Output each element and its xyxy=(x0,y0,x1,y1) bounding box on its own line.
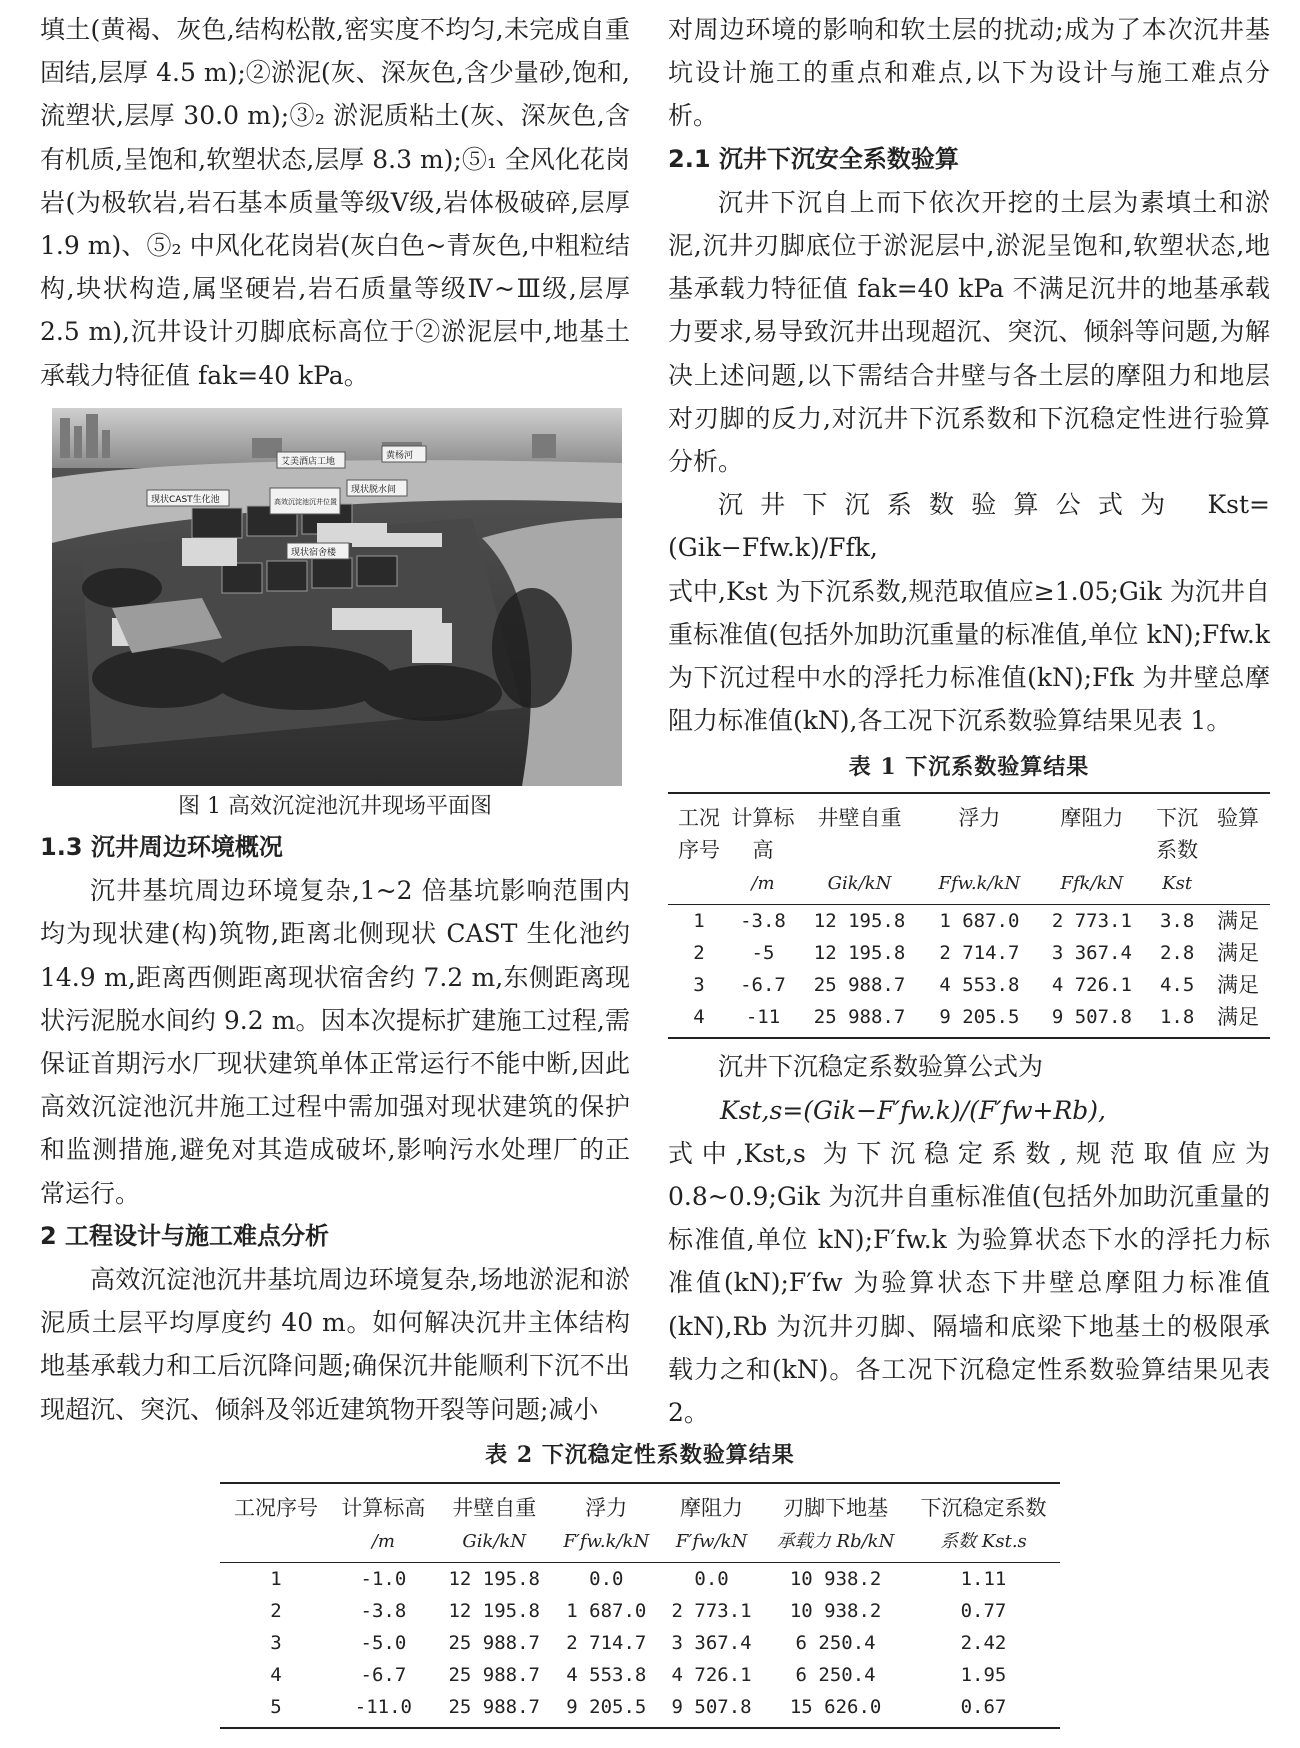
body-paragraph: 式中,Kst,s 为下沉稳定系数,规范取值应为 0.8~0.9;Gik 为沉井自重标准值(包括外加助沉重量的标准值,单位 kN);F′fw.k 为验算状态下水的浮托力标准值(kN);F′fw 为验算状态下井壁总摩阻力标准值(kN),Rb 为沉井刃脚、隔墙和底梁下地基土的极限承载力之和(kN)。各工况下沉稳定性系数验算结果见表 2。 xyxy=(668,1138,1270,1428)
table-row xyxy=(220,1659,1060,1691)
left-column xyxy=(40,8,630,397)
aerial-photo-drawing xyxy=(52,408,622,786)
table-cell: 25 988.7 xyxy=(448,1632,540,1654)
table-cell: 1 687.0 xyxy=(939,910,1020,933)
table1-block xyxy=(668,752,1270,1039)
body-paragraph: 沉井下沉稳定系数验算公式为 xyxy=(718,1052,1044,1082)
table-unit xyxy=(220,1525,332,1563)
table-cell: -11 xyxy=(730,1001,796,1038)
table-cell: 9 507.8 xyxy=(659,1691,764,1728)
table-cell: 3 xyxy=(693,974,705,997)
table-row xyxy=(668,1001,1270,1038)
table-cell: -6.7 xyxy=(360,1664,407,1686)
left-column-lower xyxy=(40,826,630,1431)
figure-label: 高效沉淀池沉井位置 xyxy=(274,498,337,506)
table-cell: 2 714.7 xyxy=(939,942,1020,965)
table-cell: 4 xyxy=(668,1001,730,1038)
table-cell: 3.8 xyxy=(1159,910,1195,933)
right-column xyxy=(668,8,1270,1434)
table-cell: 5 xyxy=(220,1691,332,1728)
table-cell: 3 xyxy=(270,1632,282,1654)
table-cell: 12 195.8 xyxy=(813,942,906,965)
site-aerial-photo xyxy=(52,408,622,786)
table-cell: 0.77 xyxy=(960,1600,1007,1622)
table-cell: 6 250.4 xyxy=(795,1664,876,1686)
figure-caption: 图 1 高效沉淀池沉井现场平面图 xyxy=(178,794,492,819)
table-cell: 12 195.8 xyxy=(813,910,906,933)
table-cell: 满足 xyxy=(1217,909,1260,934)
table-cell: 4 726.1 xyxy=(1051,974,1132,997)
table-unit: F′fw.k/kN xyxy=(554,1525,659,1563)
data-table xyxy=(668,792,1270,1039)
table-unit: Ffw.k/kN xyxy=(923,867,1036,905)
body-paragraph: 式中,Kst 为下沉系数,规范取值应≥1.05;Gik 为沉井自重标准值(包括外加助沉重量的标准值,单位 kN);Ffw.k 为下沉过程中水的浮托力标准值(kN);Ffk 为井壁总摩阻力标准值(kN),各工况下沉系数验算结果见表 1。 xyxy=(668,576,1270,736)
table-cell: 1 xyxy=(693,910,705,933)
table-header: 浮力 xyxy=(923,793,1036,867)
table-header: 验算 xyxy=(1206,793,1270,867)
table-cell: 满足 xyxy=(1206,1001,1270,1038)
table-row xyxy=(220,1595,1060,1627)
table-unit xyxy=(668,867,730,905)
formula-paragraph: 沉井下沉系数验算公式为 Kst=(Gik−Ffw.k)/Ffk, xyxy=(668,490,1270,563)
table-unit: /m xyxy=(730,867,796,905)
table-cell: 25 988.7 xyxy=(813,974,906,997)
table-unit: Gik/kN xyxy=(435,1525,554,1563)
table-row xyxy=(668,937,1270,969)
table-cell: 12 195.8 xyxy=(448,1568,540,1590)
figure-label: 现状CAST生化池 xyxy=(151,495,220,505)
table-cell: 1 687.0 xyxy=(566,1600,647,1622)
table-cell: 4.5 xyxy=(1159,974,1195,997)
table-title: 表 1 下沉系数验算结果 xyxy=(848,754,1090,781)
table-cell: 2 773.1 xyxy=(1051,910,1132,933)
table-header: 井壁自重 xyxy=(435,1483,554,1525)
figure-label: 艾美酒店工地 xyxy=(281,457,336,467)
table-cell: 25 988.7 xyxy=(796,1001,923,1038)
table-unit: 系数 Kst.s xyxy=(907,1525,1060,1563)
body-paragraph: 高效沉淀池沉井基坑周边环境复杂,场地淤泥和淤泥质土层平均厚度约 40 m。如何解决沉井主体结构地基承载力和工后沉降问题;确保沉井能顺利下沉不出现超沉、突沉、倾斜及邻近建筑物开裂等问题;减小 xyxy=(40,1265,630,1424)
table-cell: 0.67 xyxy=(907,1691,1060,1728)
table-cell: -1.0 xyxy=(360,1568,407,1590)
figure-label: 现状脱水间 xyxy=(351,485,397,495)
table-unit: Gik/kN xyxy=(796,867,923,905)
table-cell: 12 195.8 xyxy=(448,1600,540,1622)
table-row xyxy=(668,969,1270,1001)
table-unit: Kst xyxy=(1148,867,1206,905)
table-cell: 10 938.2 xyxy=(789,1600,882,1622)
table-cell: 4 553.8 xyxy=(566,1664,647,1686)
table-cell: 3 367.4 xyxy=(1051,942,1132,965)
table-cell: 15 626.0 xyxy=(764,1691,907,1728)
table-unit xyxy=(1206,867,1270,905)
body-paragraph: 填土(黄褐、灰色,结构松散,密实度不均匀,未完成自重固结,层厚 4.5 m);②淤泥(灰、深灰色,含少量砂,饱和,流塑状,层厚 30.0 m);③₂ 淤泥质粘土(灰、深灰色,含有机质,呈饱和,软塑状态,层厚 8.3 m);⑤₁ 全风化花岗岩(为极软岩,岩石基本质量等级Ⅴ级,岩体极破碎,层厚 1.9 m)、⑤₂ 中风化花岗岩(灰白色~青灰色,中粗粒结构,块状构造,属坚硬岩,岩石质量等级Ⅳ~Ⅲ级,层厚 2.5 m),沉井设计刃脚底标高位于②淤泥层中,地基土承载力特征值 fak=40 kPa。 xyxy=(40,15,630,390)
table-cell: 满足 xyxy=(1217,973,1260,998)
table-header: 井壁自重 xyxy=(796,793,923,867)
table-header: 下沉稳定系数 xyxy=(907,1483,1060,1525)
table-cell: 1.8 xyxy=(1148,1001,1206,1038)
section-heading: 2 工程设计与施工难点分析 xyxy=(40,1221,330,1250)
table-header: 计算标高 xyxy=(332,1483,435,1525)
table-header: 浮力 xyxy=(554,1483,659,1525)
table-cell: -3.8 xyxy=(360,1600,407,1622)
table-header: 下沉系数 xyxy=(1148,793,1206,867)
table-cell: -6.7 xyxy=(740,974,786,997)
table-cell: -11.0 xyxy=(332,1691,435,1728)
table-cell: 10 938.2 xyxy=(789,1568,882,1590)
body-paragraph: 沉井下沉自上而下依次开挖的土层为素填土和淤泥,沉井刃脚底位于淤泥层中,淤泥呈饱和,软塑状态,地基承载力特征值 fak=40 kPa 不满足沉井的地基承载力要求,易导致沉井出现超沉、突沉、倾斜等问题,为解决上述问题,以下需结合井壁与各土层的摩阻力和地层对刃脚的反力,对沉井下沉系数和下沉稳定性进行验算分析。 xyxy=(668,187,1270,477)
section-heading: 1.3 沉井周边环境概况 xyxy=(40,833,283,861)
table-cell: 9 507.8 xyxy=(1036,1001,1149,1038)
table-cell: 9 205.5 xyxy=(554,1691,659,1728)
data-table xyxy=(220,1482,1060,1729)
table-cell: 2.8 xyxy=(1159,942,1195,965)
figure-label: 黄杨河 xyxy=(386,451,414,461)
table-cell: 4 xyxy=(270,1664,282,1686)
table-cell: 2 xyxy=(270,1600,282,1622)
table-cell: 4 553.8 xyxy=(939,974,1020,997)
table-cell: -3.8 xyxy=(740,910,786,933)
figure-label: 现状宿舍楼 xyxy=(291,548,337,558)
table-cell: 2.42 xyxy=(960,1632,1007,1654)
table-header: 刃脚下地基 xyxy=(764,1483,907,1525)
table-cell: 4 726.1 xyxy=(671,1664,752,1686)
table-cell: 9 205.5 xyxy=(923,1001,1036,1038)
table-unit: /m xyxy=(332,1525,435,1563)
table-header: 工况序号 xyxy=(220,1483,332,1525)
table-cell: -5.0 xyxy=(360,1632,407,1654)
table-header: 计算标高 xyxy=(730,793,796,867)
table-cell: 0.0 xyxy=(589,1568,624,1590)
table-cell: 1 xyxy=(270,1568,282,1590)
table2-block xyxy=(220,1440,1060,1729)
table-row xyxy=(220,1691,1060,1728)
table-cell: 2 xyxy=(693,942,705,965)
table-cell: 25 988.7 xyxy=(448,1664,540,1686)
body-paragraph: 对周边环境的影响和软土层的扰动;成为了本次沉井基坑设计施工的重点和难点,以下为设计与施工难点分析。 xyxy=(668,15,1270,131)
section-heading: 2.1 沉井下沉安全系数验算 xyxy=(668,144,959,173)
table-cell: -5 xyxy=(751,942,775,965)
table-row xyxy=(220,1627,1060,1659)
table-row xyxy=(220,1563,1060,1596)
table-cell: 0.0 xyxy=(694,1568,729,1590)
table-unit: F′fw/kN xyxy=(659,1525,764,1563)
table-unit: Ffk/kN xyxy=(1036,867,1149,905)
table-cell: 1.11 xyxy=(960,1568,1007,1590)
table-unit: 承载力 Rb/kN xyxy=(764,1525,907,1563)
table-cell: 1.95 xyxy=(960,1664,1007,1686)
table-cell: 2 714.7 xyxy=(566,1632,647,1654)
table-cell: 6 250.4 xyxy=(795,1632,876,1654)
table-cell: 25 988.7 xyxy=(435,1691,554,1728)
table-cell: 2 773.1 xyxy=(671,1600,752,1622)
table-header: 工况序号 xyxy=(668,793,730,867)
table-row xyxy=(668,905,1270,938)
formula-line: Kst,s=(Gik−F′fw.k)/(F′fw+Rb), xyxy=(720,1095,1106,1125)
table-title: 表 2 下沉稳定性系数验算结果 xyxy=(485,1442,795,1468)
table-cell: 满足 xyxy=(1217,941,1260,966)
table-header: 摩阻力 xyxy=(1036,793,1149,867)
table-cell: 3 367.4 xyxy=(671,1632,752,1654)
body-paragraph: 沉井基坑周边环境复杂,1~2 倍基坑影响范围内均为现状建(构)筑物,距离北侧现状 CAST 生化池约 14.9 m,距离西侧距离现状宿舍约 7.2 m,东侧距离现状污泥脱水间约 9.2 m。因本次提标扩建施工过程,需保证首期污水厂现状建筑单体正常运行不能中断,因此高效沉淀池沉井施工过程中需加强对现状建筑的保护和监测措施,避免对其造成破坏,影响污水处理厂的正常运行。 xyxy=(40,876,630,1208)
table-header: 摩阻力 xyxy=(659,1483,764,1525)
